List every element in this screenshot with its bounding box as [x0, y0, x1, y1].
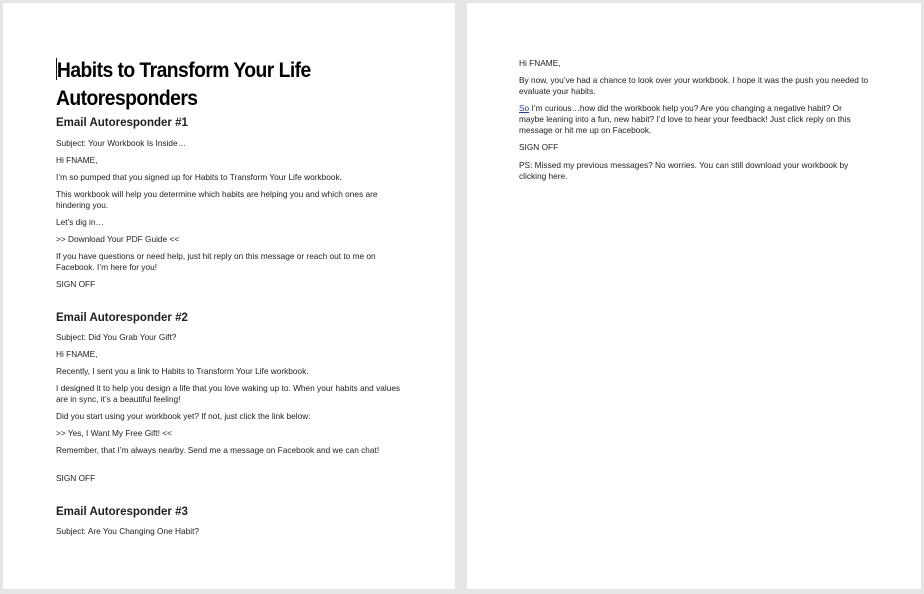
email-2-signoff: SIGN OFF — [56, 473, 96, 483]
email-2-paragraph-2: I designed it to help you design a life that you love waking up to. When your habits and values are in sync, it’s a beautiful feeling! — [56, 383, 401, 404]
email-1-subject: Subject: Your Workbook Is Inside… — [56, 138, 186, 148]
email-3-greeting: Hi FNAME, — [519, 58, 561, 68]
email-2-heading: Email Autoresponder #2 — [56, 312, 188, 324]
document-page-1[interactable] — [3, 3, 455, 589]
email-3-paragraph-2 — [519, 103, 869, 136]
email-1-paragraph-1: I’m so pumped that you signed up for Habits to Transform Your Life workbook. — [56, 172, 342, 182]
email-3-subject: Subject: Are You Changing One Habit? — [56, 526, 199, 536]
title-line-2: Autoresponders — [56, 87, 198, 110]
email-2-paragraph-1: Recently, I sent you a link to Habits to Transform Your Life workbook. — [56, 366, 309, 376]
title-line-1: Habits to Transform Your Life — [56, 59, 311, 82]
email-1-paragraph-3: Let’s dig in… — [56, 217, 104, 227]
email-2-subject: Subject: Did You Grab Your Gift? — [56, 332, 177, 342]
email-1-download-link[interactable]: >> Download Your PDF Guide << — [56, 234, 180, 244]
email-2-paragraph-3: Did you start using your workbook yet? If not, just click the link below: — [56, 411, 311, 421]
email-3-paragraph-1: By now, you’ve had a chance to look over your workbook. I hope it was the push you needed to evaluate your habits. — [519, 75, 869, 96]
email-2-greeting: Hi FNAME, — [56, 349, 98, 359]
document-title — [56, 57, 311, 113]
email-1-paragraph-2: This workbook will help you determine which habits are helping you and which ones are hindering you. — [56, 189, 378, 210]
email-1-heading: Email Autoresponder #1 — [56, 117, 188, 129]
email-3-ps: PS: Missed my previous messages? No worries. You can still download your workbook by clicking here. — [519, 160, 849, 181]
email-3-signoff: SIGN OFF — [519, 142, 559, 152]
email-2-gift-link[interactable]: >> Yes, I Want My Free Gift! << — [56, 428, 172, 438]
email-1-greeting: Hi FNAME, — [56, 155, 98, 165]
email-1-signoff: SIGN OFF — [56, 279, 96, 289]
email-3-paragraph-2-text: I’m curious…how did the workbook help you? Are you changing a negative habit? Or maybe leaning into a fun, new habit? I’d love to hear your feedback! Just click reply on this message or hit me up on Facebook. — [519, 103, 851, 135]
email-3-heading: Email Autoresponder #3 — [56, 506, 188, 518]
document-page-2[interactable] — [467, 3, 921, 589]
email-2-paragraph-4: Remember, that I’m always nearby. Send me a message on Facebook and we can chat! — [56, 445, 380, 455]
so-link-word[interactable]: So — [519, 103, 530, 113]
email-1-paragraph-4: If you have questions or need help, just hit reply on this message or reach out to me on Facebook. I’m here for you! — [56, 251, 376, 272]
